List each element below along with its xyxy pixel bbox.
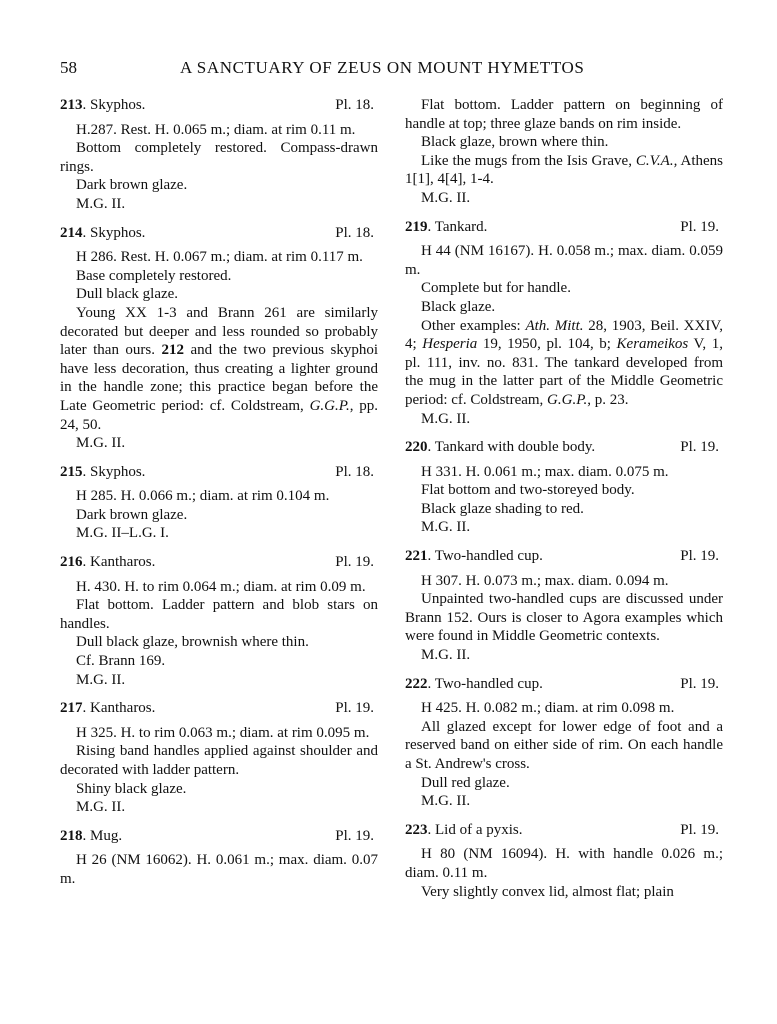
description: Base completely restored.	[76, 267, 232, 284]
right-column	[405, 96, 723, 911]
entry-name: Tankard with double body.	[434, 439, 596, 456]
plate-reference: Pl. 19.	[680, 439, 719, 456]
citation-title: Kerameikos	[616, 336, 689, 353]
period: M.G. II.	[421, 519, 471, 536]
entry-name: Lid of a pyxis.	[435, 821, 523, 838]
entry-number: 214	[60, 224, 83, 241]
glaze: Dull black glaze.	[76, 286, 179, 303]
dimensions: H 286. Rest. H. 0.067 m.; diam. at rim 0.117 m.	[76, 249, 363, 266]
entry-name: Kantharos.	[90, 554, 156, 571]
dimensions: H 285. H. 0.066 m.; diam. at rim 0.104 m.	[76, 488, 330, 505]
plate-reference: Pl. 19.	[680, 821, 719, 838]
citation-title: G.G.P.	[309, 397, 350, 414]
dimensions: H 26 (NM 16062). H. 0.061 m.; max. diam. 0.07 m.	[60, 852, 378, 887]
description: Flat bottom. Ladder pattern and blob stars on handles.	[60, 597, 378, 632]
dimensions: H 307. H. 0.073 m.; max. diam. 0.094 m.	[421, 572, 669, 589]
entry-name: Mug.	[90, 827, 123, 844]
entry-name: Two-handled cup.	[434, 675, 543, 692]
description: Complete but for handle.	[421, 280, 571, 297]
glaze: Dull black glaze, brownish where thin.	[76, 634, 309, 651]
glaze: Shiny black glaze.	[76, 780, 187, 797]
entry-number: 216	[60, 554, 83, 571]
period: M.G. II.	[76, 671, 126, 688]
description: Very slightly convex lid, almost flat; plain	[421, 883, 674, 900]
catalogue-entry-220	[405, 438, 723, 537]
entry-name: Kantharos.	[90, 700, 156, 717]
period: M.G. II.	[421, 647, 471, 664]
description: All glazed except for lower edge of foot and a reserved band on either side of rim. On each handle a St. Andrew's cross.	[405, 718, 723, 772]
period: M.G. II.	[421, 410, 471, 427]
plate-reference: Pl. 19.	[335, 700, 374, 717]
discussion	[60, 304, 378, 434]
dimensions: H 80 (NM 16094). H. with handle 0.026 m.; diam. 0.11 m.	[405, 846, 723, 881]
description: Bottom completely restored. Compass-drawn rings.	[60, 140, 378, 175]
period: M.G. II–L.G. I.	[76, 525, 169, 542]
discussion: Unpainted two-handled cups are discussed under Brann 152. Ours is closer to Agora examples which were found in Middle Geometric contexts.	[405, 591, 723, 645]
catalogue-entry-218	[60, 827, 378, 889]
entry-name: Two-handled cup.	[434, 548, 543, 565]
plate-reference: Pl. 19.	[335, 827, 374, 844]
entry-heading: 215. Skyphos. Pl. 18.	[60, 463, 378, 482]
other-examples	[405, 317, 723, 410]
comparison-text: Athens 1[1], 4[4], 1-4.	[405, 152, 723, 188]
running-title: A SANCTUARY OF ZEUS ON MOUNT HYMETTOS	[180, 58, 585, 77]
cross-reference: 212	[161, 342, 184, 359]
plate-reference: Pl. 19.	[680, 675, 719, 692]
catalogue-entry-213	[60, 96, 378, 214]
catalogue-entry-219	[405, 218, 723, 429]
entry-number: 220	[405, 439, 428, 456]
plate-reference: Pl. 19.	[680, 548, 719, 565]
catalogue-entry-216	[60, 553, 378, 689]
period: M.G. II.	[76, 435, 126, 452]
text: Other examples:	[421, 317, 521, 334]
comparison-text: Like the mugs from the Isis Grave,	[421, 152, 632, 169]
entry-number: 217	[60, 700, 83, 717]
entry-name: Skyphos.	[90, 463, 146, 480]
plate-reference: Pl. 18.	[335, 224, 374, 241]
discussion-text: Young XX 1-3 and Brann 261 are similarly decorated but deeper and less rounded so probably later than ours.	[60, 304, 378, 359]
glaze: Dark brown glaze.	[76, 177, 188, 194]
catalogue-entry-221	[405, 547, 723, 665]
comparison: Cf. Brann 169.	[76, 653, 166, 670]
entry-heading: 216. Kantharos. Pl. 19.	[60, 553, 378, 572]
entry-heading: 219. Tankard. Pl. 19.	[405, 218, 723, 237]
plate-reference: Pl. 18.	[335, 97, 374, 113]
entry-heading: 213. Skyphos. Pl. 18.	[60, 96, 378, 115]
period: M.G. II.	[421, 793, 471, 810]
glaze: Black glaze shading to red.	[421, 500, 584, 517]
description: Flat bottom and two-storeyed body.	[421, 482, 635, 499]
dimensions: H.287. Rest. H. 0.065 m.; diam. at rim 0.11 m.	[76, 121, 356, 138]
entry-number: 222	[405, 675, 428, 692]
entry-number: 213	[60, 97, 83, 113]
entry-heading: 221. Two-handled cup. Pl. 19.	[405, 547, 723, 566]
left-column	[60, 96, 378, 899]
plate-reference: Pl. 18.	[335, 463, 374, 480]
text: 19, 1950, pl. 104, b;	[482, 336, 611, 353]
catalogue-entry-218-continued	[405, 96, 723, 208]
description: Rising band handles applied against shoulder and decorated with ladder pattern.	[60, 743, 378, 778]
plate-reference: Pl. 19.	[335, 554, 374, 571]
dimensions: H. 430. H. to rim 0.064 m.; diam. at rim 0.09 m.	[76, 578, 366, 595]
citation-title: G.G.P.	[547, 391, 588, 408]
dimensions: H 331. H. 0.061 m.; max. diam. 0.075 m.	[421, 463, 669, 480]
entry-number: 221	[405, 548, 428, 565]
dimensions: H 44 (NM 16167). H. 0.058 m.; max. diam. 0.059 m.	[405, 243, 723, 278]
entry-name: Skyphos.	[90, 224, 146, 241]
period: M.G. II.	[421, 189, 471, 206]
entry-heading: 218. Mug. Pl. 19.	[60, 827, 378, 846]
entry-heading: 217. Kantharos. Pl. 19.	[60, 699, 378, 718]
entry-name: Skyphos.	[90, 97, 146, 113]
period: M.G. II.	[76, 799, 126, 816]
comparison	[405, 152, 723, 189]
citation-title: Ath. Mitt.	[525, 317, 584, 334]
citation-title: C.V.A.,	[635, 152, 678, 169]
entry-heading: 222. Two-handled cup. Pl. 19.	[405, 675, 723, 694]
entry-heading: 223. Lid of a pyxis. Pl. 19.	[405, 821, 723, 840]
entry-number: 215	[60, 463, 83, 480]
catalogue-entry-223	[405, 821, 723, 901]
entry-name: Tankard.	[434, 218, 488, 235]
dimensions: H 425. H. 0.082 m.; diam. at rim 0.098 m.	[421, 700, 675, 717]
page-number: 58	[60, 58, 77, 77]
text: , p. 23.	[587, 391, 629, 408]
catalogue-entry-222	[405, 675, 723, 811]
description: Flat bottom. Ladder pattern on beginning of handle at top; three glaze bands on rim inside.	[405, 97, 723, 132]
citation-title: Hesperia	[422, 336, 478, 353]
period: M.G. II.	[76, 195, 126, 212]
entry-heading: 214. Skyphos. Pl. 18.	[60, 224, 378, 243]
discussion-text: and the two previous skyphoi have less decoration, thus creating a lighter ground in the handle zone; this practice began before the Late Geometric period: cf. Coldstream,	[60, 342, 379, 414]
entry-number: 218	[60, 827, 83, 844]
catalogue-entry-215	[60, 463, 378, 543]
catalogue-entry-217	[60, 699, 378, 817]
glaze: Dark brown glaze.	[76, 506, 188, 523]
entry-number: 219	[405, 218, 428, 235]
page-header	[60, 58, 722, 80]
dimensions: H 325. H. to rim 0.063 m.; diam. at rim 0.095 m.	[76, 724, 370, 741]
text: 28, 1903, Beil. XXIV, 4;	[405, 317, 723, 353]
entry-heading: 220. Tankard with double body. Pl. 19.	[405, 438, 723, 457]
plate-reference: Pl. 19.	[680, 218, 719, 235]
glaze: Dull red glaze.	[421, 774, 510, 791]
entry-number: 223	[405, 821, 428, 838]
glaze: Black glaze, brown where thin.	[421, 134, 609, 151]
glaze: Black glaze.	[421, 298, 496, 315]
catalogue-entry-214	[60, 224, 378, 453]
text: V, 1, pl. 111, inv. no. 831. The tankard developed from the mug in the latter part of the Middle Geometric period: cf. Coldstream,	[405, 336, 723, 408]
discussion-text: , pp. 24, 50.	[60, 397, 378, 433]
